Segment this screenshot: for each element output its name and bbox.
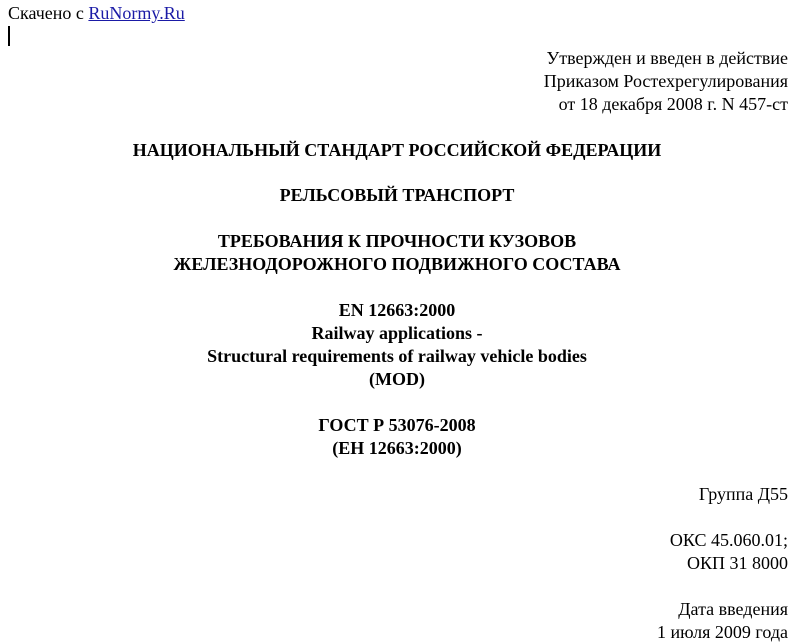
approval-line-3: от 18 декабря 2008 г. N 457-ст (558, 94, 788, 114)
national-standard-title: НАЦИОНАЛЬНЫЙ СТАНДАРТ РОССИЙСКОЙ ФЕДЕРАЦИИ (132, 140, 662, 160)
text-cursor (8, 26, 10, 46)
gost-equivalent: (ЕН 12663:2000) (332, 438, 462, 458)
en-standard-mod: (MOD) (369, 369, 425, 389)
gost-code: ГОСТ Р 53076-2008 (318, 415, 476, 435)
en-standard-title-line-1: Railway applications - (311, 323, 483, 343)
en-standard-code: EN 12663:2000 (338, 300, 456, 320)
rail-transport-heading (0, 184, 794, 207)
introduction-label: Дата введения (678, 599, 788, 619)
introduction-date-block (657, 598, 788, 644)
runormy-link[interactable]: RuNormy.Ru (88, 3, 185, 23)
requirements-title-line-2: ЖЕЛЕЗНОДОРОЖНОГО ПОДВИЖНОГО СОСТАВА (173, 254, 621, 274)
gost-block (0, 414, 794, 460)
okp-code: ОКП 31 8000 (686, 553, 788, 573)
approval-block (544, 47, 788, 116)
approval-line-2: Приказом Ростехрегулирования (543, 71, 788, 91)
group-block (699, 483, 788, 506)
introduction-date: 1 июля 2009 года (657, 622, 788, 642)
requirements-title-line-1: ТРЕБОВАНИЯ К ПРОЧНОСТИ КУЗОВОВ (217, 231, 577, 251)
downloaded-from-line (8, 3, 185, 23)
oks-code: ОКС 45.060.01; (669, 530, 788, 550)
requirements-heading (0, 230, 794, 276)
approval-line-1: Утвержден и введен в действие (546, 48, 788, 68)
en-standard-block (0, 299, 794, 391)
group-label: Группа Д55 (698, 484, 788, 504)
national-standard-heading (0, 139, 794, 162)
en-standard-title-line-2: Structural requirements of railway vehicle bodies (207, 346, 587, 366)
downloaded-prefix: Скачено с (8, 3, 89, 23)
classification-codes-block (670, 529, 788, 575)
rail-transport-title: РЕЛЬСОВЫЙ ТРАНСПОРТ (279, 185, 515, 205)
